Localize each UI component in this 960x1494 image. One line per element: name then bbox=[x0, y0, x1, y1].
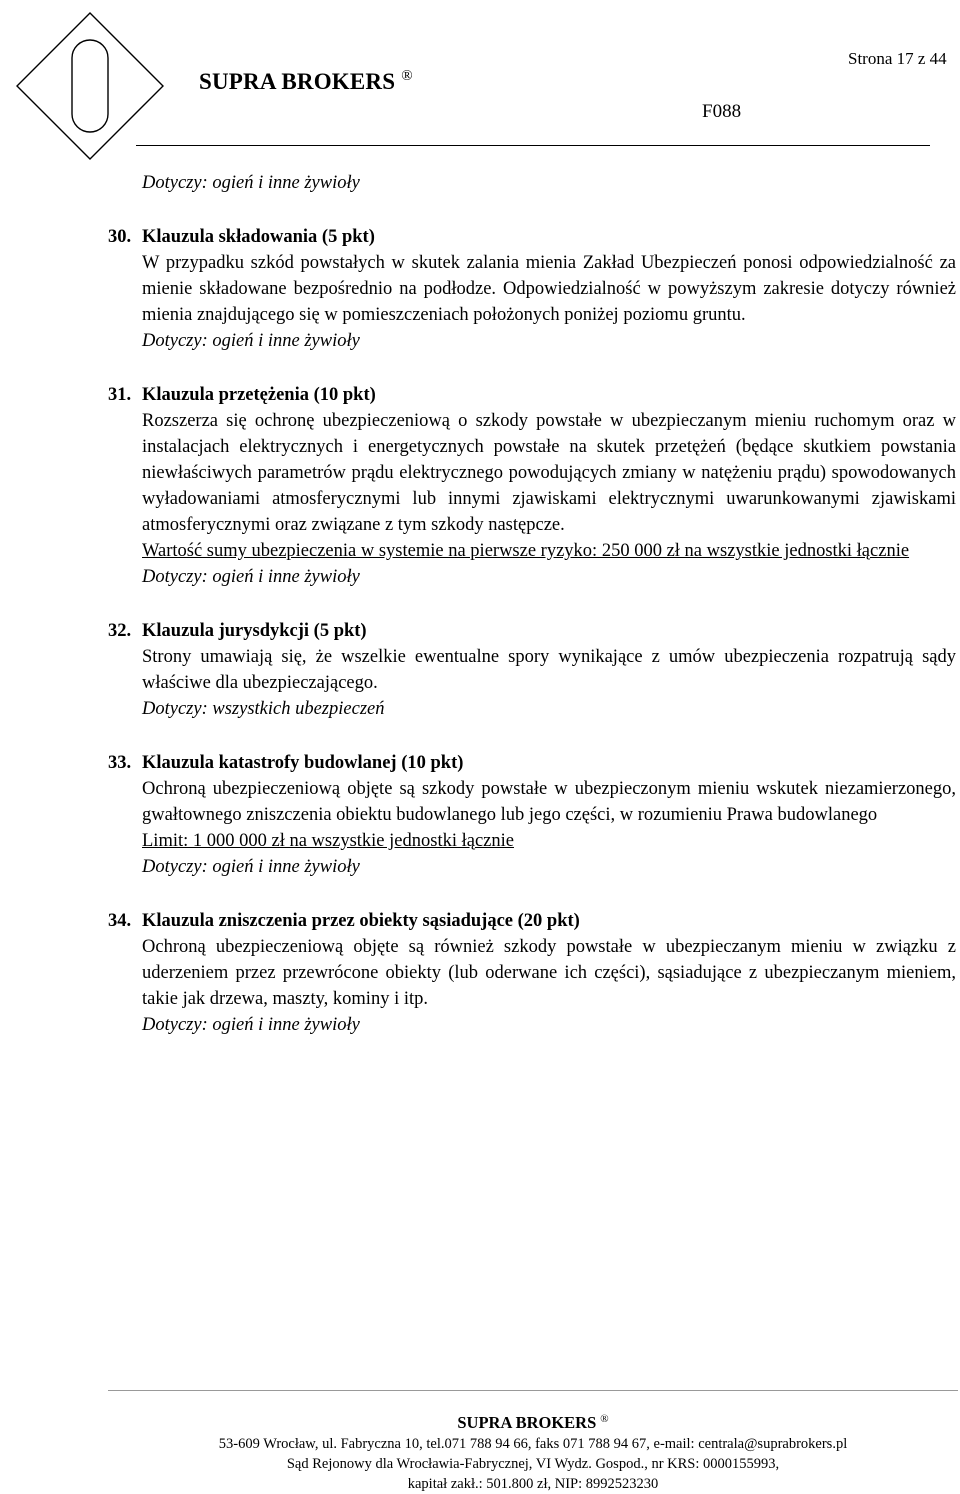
page-number: Strona 17 z 44 bbox=[848, 49, 947, 68]
page-footer bbox=[108, 1408, 958, 1494]
footer-registered-mark: ® bbox=[600, 1413, 609, 1425]
clause-body: Ochroną ubezpieczeniową objęte są szkody powstałe w ubezpieczonym mieniu wskutek niezamierzonego, gwałtownego zniszczenia obiektu budowlanego lub jego części, w rozumieniu Prawa budowlanego bbox=[142, 779, 956, 825]
clause-33 bbox=[108, 750, 956, 881]
clause-applies: Dotyczy: ogień i inne żywioły bbox=[142, 567, 360, 587]
header-brand-name: SUPRA BROKERS bbox=[199, 69, 396, 94]
clause-31 bbox=[108, 382, 956, 591]
footer-brand bbox=[108, 1408, 958, 1434]
footer-divider bbox=[108, 1390, 958, 1391]
clause-body: W przypadku szkód powstałych w skutek zalania mienia Zakład Ubezpieczeń ponosi odpowiedzialność za mienie składowane bezpośrednio na podłodze. Odpowiedzialność w powyższym zakresie dotyczy również mienia znajdującego się w pomieszczeniach położonych poniżej poziomu gruntu. bbox=[142, 253, 956, 325]
clause-number: 33. bbox=[108, 753, 132, 773]
footer-court: Sąd Rejonowy dla Wrocławia-Fabrycznej, VI Wydz. Gospod., nr KRS: 0000155993, bbox=[286, 1456, 780, 1472]
footer-brand-name: SUPRA BROKERS bbox=[457, 1413, 597, 1432]
form-code: F088 bbox=[702, 101, 742, 122]
clause-applies: Dotyczy: wszystkich ubezpieczeń bbox=[142, 699, 385, 719]
clause-number: 31. bbox=[108, 385, 132, 405]
clause-number: 30. bbox=[108, 227, 132, 247]
header-divider bbox=[136, 145, 930, 146]
clause-heading bbox=[108, 618, 956, 644]
clause-body: Ochroną ubezpieczeniową objęte są również szkody powstałe w ubezpieczanym mieniu w związku z uderzeniem przez przewrócone obiekty (lub oderwane ich części), sąsiadujące z ubezpieczanym mieniem, takie jak drzewa, maszty, kominy i itp. bbox=[142, 937, 956, 1009]
footer-capital: kapitał zakł.: 501.800 zł, NIP: 8992523230 bbox=[407, 1476, 659, 1492]
clause-32 bbox=[108, 618, 956, 723]
clause-title: Klauzula katastrofy budowlanej (10 pkt) bbox=[142, 753, 464, 773]
clause-applies: Dotyczy: ogień i inne żywioły bbox=[142, 331, 360, 351]
document-body bbox=[108, 170, 956, 1039]
supra-brokers-logo bbox=[14, 10, 166, 162]
header-brand bbox=[199, 68, 413, 95]
footer-address: 53-609 Wrocław, ul. Fabryczna 10, tel.071 788 94 66, faks 071 788 94 67, e-mail: centrala@suprabrokers.pl bbox=[218, 1436, 848, 1452]
clause-30 bbox=[108, 224, 956, 355]
clause-body: Rozszerza się ochronę ubezpieczeniową o szkody powstałe w ubezpieczanym mieniu ruchomym oraz w instalacjach elektrycznych i energetycznych powstałe na skutek przetężeń (będące skutkiem powstania niewłaściwych parametrów prądu elektrycznego powodujących zmiany w natężeniu prądu) spowodowanych wyładowaniami atmosferycznymi lub innymi zjawiskami elektrycznymi uwarunkowanymi zjawiskami atmosferycznymi oraz związane z tym szkody następcze. bbox=[142, 411, 956, 535]
clause-applies: Dotyczy: ogień i inne żywioły bbox=[142, 1015, 360, 1035]
clause-title: Klauzula jurysdykcji (5 pkt) bbox=[142, 621, 367, 641]
clause-title: Klauzula składowania (5 pkt) bbox=[142, 227, 375, 247]
clause-limit: Wartość sumy ubezpieczenia w systemie na pierwsze ryzyko: 250 000 zł na wszystkie jednostki łącznie bbox=[142, 541, 910, 561]
clause-heading bbox=[108, 908, 956, 934]
clause-heading bbox=[108, 750, 956, 776]
clause-number: 32. bbox=[108, 621, 132, 641]
clause-heading bbox=[108, 224, 956, 250]
clause-limit: Limit: 1 000 000 zł na wszystkie jednostki łącznie bbox=[142, 831, 514, 851]
clause-body: Strony umawiają się, że wszelkie ewentualne spory wynikające z umów ubezpieczenia rozpatrują sądy właściwe dla ubezpieczającego. bbox=[142, 647, 956, 693]
registered-mark: ® bbox=[401, 68, 413, 84]
intro-applies: Dotyczy: ogień i inne żywioły bbox=[142, 173, 360, 193]
clause-title: Klauzula przetężenia (10 pkt) bbox=[142, 385, 376, 405]
clause-heading bbox=[108, 382, 956, 408]
clause-applies: Dotyczy: ogień i inne żywioły bbox=[142, 857, 360, 877]
clause-title: Klauzula zniszczenia przez obiekty sąsiadujące (20 pkt) bbox=[142, 911, 580, 931]
clause-34 bbox=[108, 908, 956, 1039]
clause-number: 34. bbox=[108, 911, 132, 931]
